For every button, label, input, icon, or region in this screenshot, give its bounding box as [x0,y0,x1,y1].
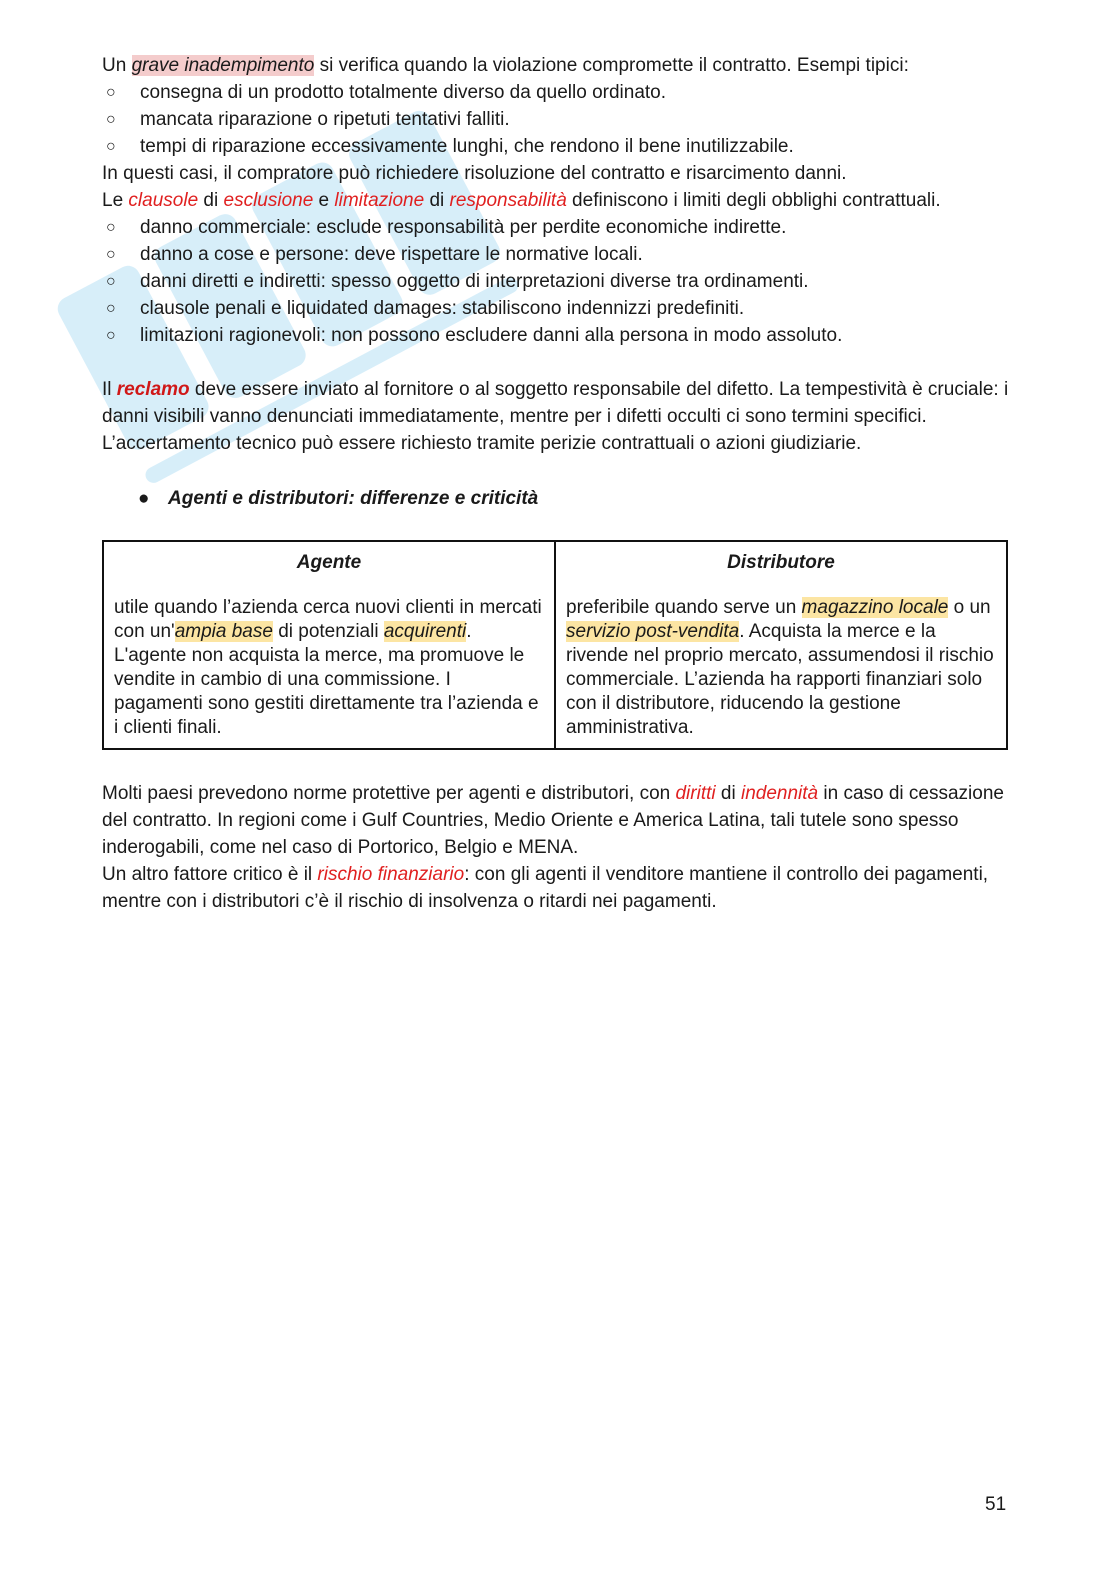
page-number: 51 [985,1494,1007,1515]
list-item: ○ limitazioni ragionevoli: non possono escludere danni alla persona in modo assoluto. [102,322,1022,349]
list-item: ○ mancata riparazione o ripetuti tentativi falliti. [102,106,1022,133]
list-clausole [102,214,1022,349]
circle-bullet-icon: ○ [106,246,116,263]
circle-bullet-icon: ○ [106,84,116,101]
paragraph-clausole: Le clausole di esclusione e limitazione di responsabilità definiscono i limiti degli obblighi contrattuali. [102,190,941,211]
document-body [102,52,1022,915]
list-esempi [102,79,1022,160]
paragraph-risoluzione: In questi casi, il compratore può richiedere risoluzione del contratto e risarcimento danni. [102,163,847,184]
table-header-agente: Agente [103,541,555,596]
list-item: ○ clausole penali e liquidated damages: stabiliscono indennizzi predefiniti. [102,295,1022,322]
paragraph-reclamo: Il reclamo deve essere inviato al fornitore o al soggetto responsabile del difetto. La tempestività è cruciale: i danni visibili vanno denunciati immediatamente, mentre per i difetti occulti ci sono termini specifici. L’accertamento tecnico può essere richiesto tramite perizie contrattuali o azioni giudiziarie. [102,379,1009,454]
highlight-grave-inadempimento: grave inadempimento [131,55,315,76]
table-header-distributore: Distributore [555,541,1007,596]
list-item: ○ danno a cose e persone: deve rispettare le normative locali. [102,241,1022,268]
circle-bullet-icon: ○ [106,111,116,128]
list-item: ○ danno commerciale: esclude responsabilità per perdite economiche indirette. [102,214,1022,241]
circle-bullet-icon: ○ [106,327,116,344]
circle-bullet-icon: ○ [106,300,116,317]
bullet-dot-icon: ● [138,488,150,509]
table-cell-agente: utile quando l’azienda cerca nuovi clienti in mercati con un'ampia base di potenziali acquirenti. L'agente non acquista la merce, ma promuove le vendite in cambio di una commissione. I pagamenti sono gestiti direttamente tra l’azienda e i clienti finali. [103,596,555,749]
circle-bullet-icon: ○ [106,273,116,290]
comparison-table [102,540,1008,750]
paragraph-norme-protettive: Molti paesi prevedono norme protettive per agenti e distributori, con diritti di indennità in caso di cessazione del contratto. In regioni come i Gulf Countries, Medio Oriente e America Latina, tali tutele sono spesso inderogabili, come nel caso di Portorico, Belgio e MENA. [102,783,1004,858]
circle-bullet-icon: ○ [106,219,116,236]
section-heading-agenti: ● Agenti e distributori: differenze e criticità [102,485,1022,512]
paragraph-grave-inadempimento: Un grave inadempimento si verifica quando la violazione compromette il contratto. Esempi tipici: [102,55,909,76]
list-item: ○ tempi di riparazione eccessivamente lunghi, che rendono il bene inutilizzabile. [102,133,1022,160]
list-item: ○ consegna di un prodotto totalmente diverso da quello ordinato. [102,79,1022,106]
table-cell-distributore: preferibile quando serve un magazzino locale o un servizio post-vendita. Acquista la merce e la rivende nel proprio mercato, assumendosi il rischio commerciale. L’azienda ha rapporti finanziari solo con il distributore, riducendo la gestione amministrativa. [555,596,1007,749]
circle-bullet-icon: ○ [106,138,116,155]
list-item: ○ danni diretti e indiretti: spesso oggetto di interpretazioni diverse tra ordinamenti. [102,268,1022,295]
paragraph-rischio-finanziario: Un altro fattore critico è il rischio finanziario: con gli agenti il venditore mantiene il controllo dei pagamenti, mentre con i distributori c’è il rischio di insolvenza o ritardi nei pagamenti. [102,864,989,912]
